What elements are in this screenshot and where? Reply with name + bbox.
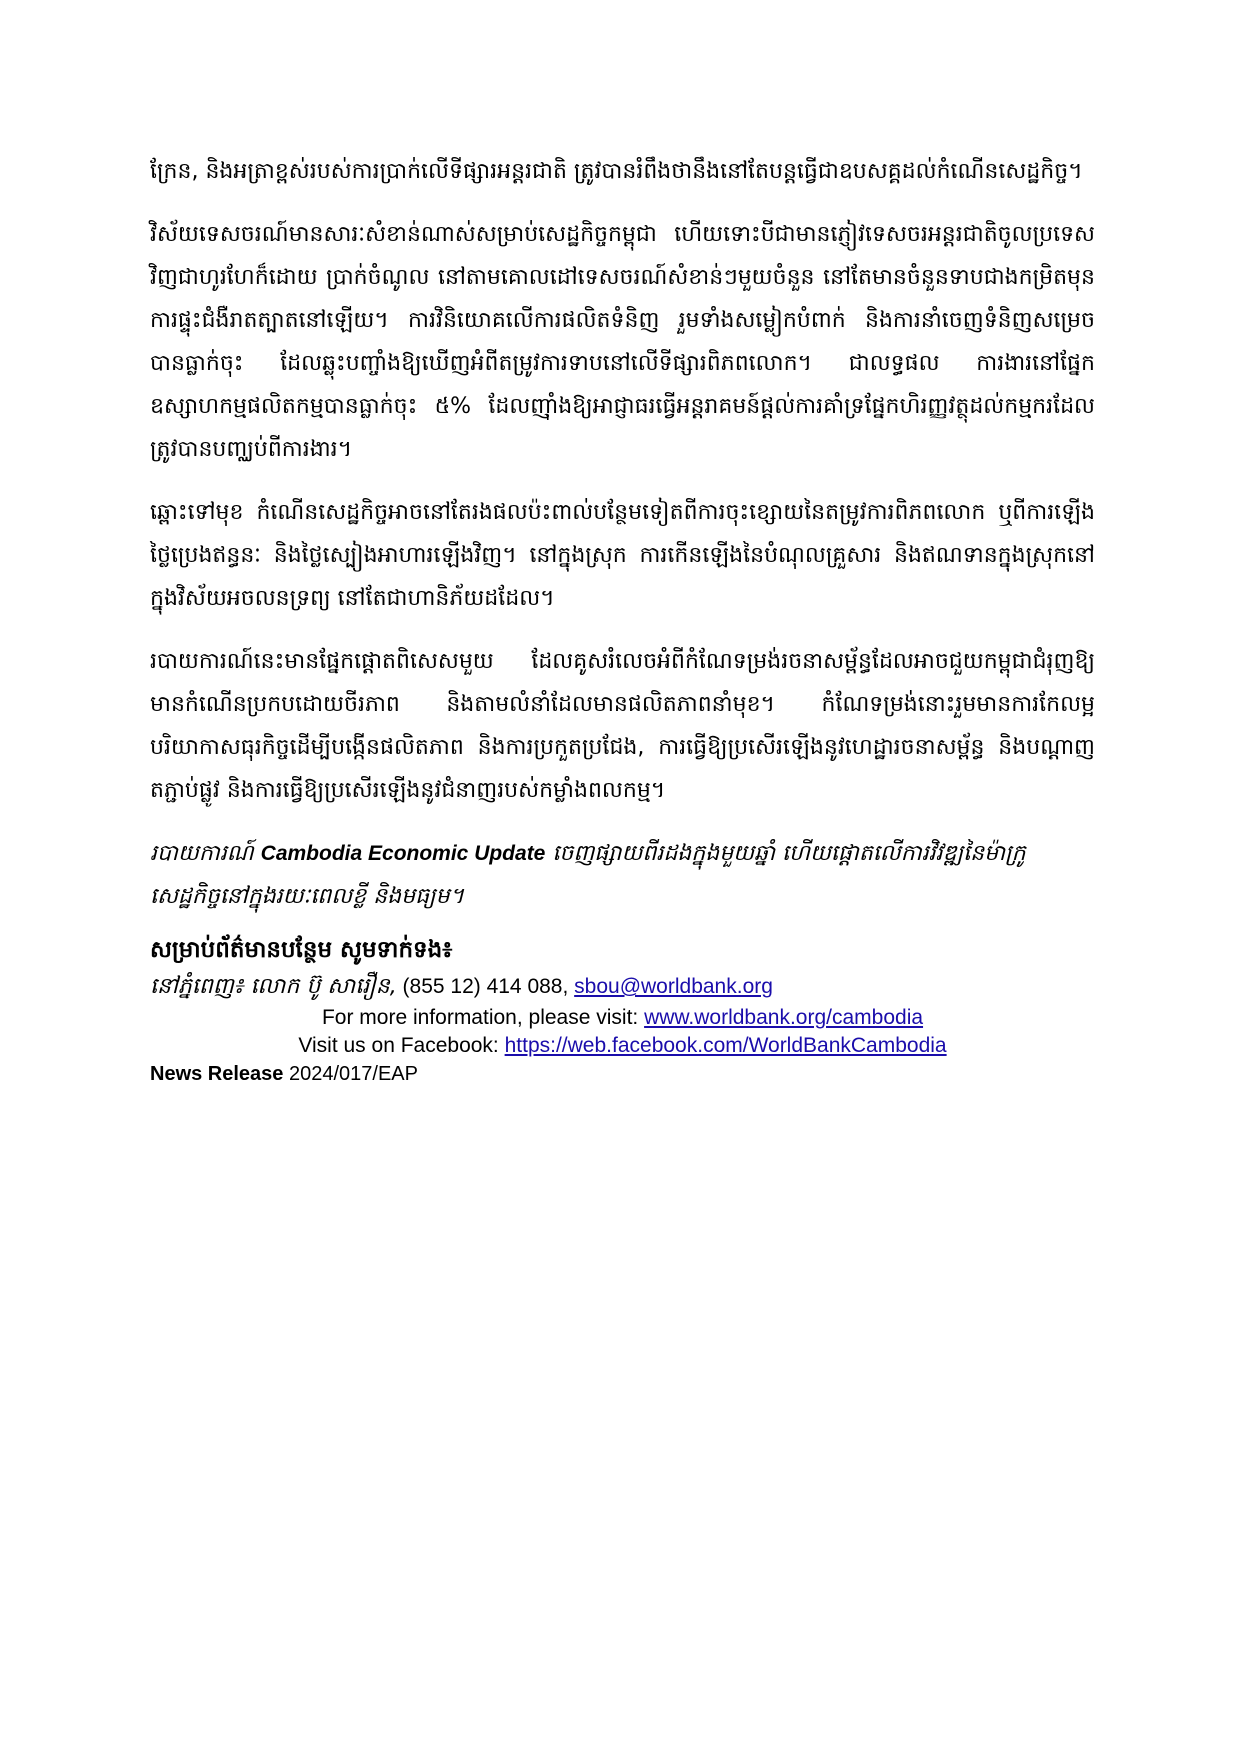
more-info-line	[150, 1004, 1095, 1032]
website-link[interactable]: www.worldbank.org/cambodia	[644, 1006, 924, 1029]
contact-heading: សម្រាប់ព័ត៌មានបន្ថែម សូមទាក់ទង៖	[150, 937, 453, 963]
facebook-link[interactable]: https://web.facebook.com/WorldBankCambodia	[504, 1034, 947, 1057]
report-note-suffix: ចេញផ្សាយពីរដងក្នុងមួយឆ្នាំ ហើយផ្តោតលើការវិវឌ្ឍនៃម៉ាក្រូសេដ្ឋកិច្ចនៅក្នុងរយៈពេលខ្លី និងមធ្យម។	[150, 841, 1026, 909]
news-release-number: 2024/017/EAP	[283, 1063, 418, 1085]
body-paragraph-1: ក្រែន, និងអត្រាខ្ពស់របស់ការប្រាក់លើទីផ្សារអន្តរជាតិ ត្រូវបានរំពឹងថានឹងនៅតែបន្តធ្វើជាឧបសគ្គដល់កំណើនសេដ្ឋកិច្ច។	[150, 159, 1083, 184]
more-info-text: For more information, please visit:	[321, 1006, 645, 1029]
body-paragraph-4: របាយការណ៍នេះមានផ្នែកផ្តោតពិសេសមួយ ដែលគូសរំលេចអំពីកំណែទម្រង់រចនាសម្ព័ន្ធដែលអាចជួយកម្ពុជាជំរុញឱ្យមានកំណើនប្រកបដោយចីរភាព និងតាមលំនាំដែលមានផលិតភាពនាំមុខ។ កំណែទម្រង់នោះរួមមានការកែលម្អបរិយាកាសធុរកិច្ចដើម្បីបង្កើនផលិតភាព និងការប្រកួតប្រជែង, ការធ្វើឱ្យប្រសើរឡើងនូវហេដ្ឋារចនាសម្ព័ន្ធ និងបណ្តាញតភ្ជាប់ផ្លូវ និងការធ្វើឱ្យប្រសើរឡើងនូវជំនាញរបស់កម្លាំងពលកម្ម។	[150, 649, 1095, 803]
report-note	[150, 832, 1095, 918]
document-page	[150, 150, 1095, 1088]
news-release-line	[150, 1060, 1095, 1088]
contact-line	[150, 970, 1095, 1004]
contact-email-link[interactable]: sbou@worldbank.org	[574, 975, 773, 998]
body-paragraph-3: ឆ្ពោះទៅមុខ កំណើនសេដ្ឋកិច្ចអាចនៅតែរងផលប៉ះពាល់បន្ថែមទៀតពីការចុះខ្សោយនៃតម្រូវការពិភពលោក ឬពីការឡើងថ្លៃប្រេងឥន្ធនៈ និងថ្លៃស្បៀងអាហារឡើងវិញ។ នៅក្នុងស្រុក ការកើនឡើងនៃបំណុលគ្រួសារ និងឥណទានក្នុងស្រុកនៅក្នុងវិស័យអចលនទ្រព្យ នៅតែជាហានិភ័យដដែល។	[150, 500, 1095, 611]
facebook-text: Visit us on Facebook:	[298, 1034, 505, 1057]
contact-person: នៅភ្នំពេញ៖ លោក ប៊ូ សារឿន,	[150, 974, 397, 999]
contact-phone: (855 12) 414 088,	[396, 975, 575, 998]
facebook-line	[150, 1032, 1095, 1060]
body-paragraph-2: វិស័យទេសចរណ៍មានសារៈសំខាន់ណាស់សម្រាប់សេដ្ឋកិច្ចកម្ពុជា ហើយទោះបីជាមានភ្ញៀវទេសចរអន្តរជាតិចូលប្រទេសវិញជាហូរហែក៏ដោយ ប្រាក់ចំណូល នៅតាមគោលដៅទេសចរណ៍សំខាន់ៗមួយចំនួន នៅតែមានចំនួនទាបជាងកម្រិតមុនការផ្ទុះជំងឺរាតត្បាតនៅឡើយ។ ការវិនិយោគលើការផលិតទំនិញ រួមទាំងសម្លៀកបំពាក់ និងការនាំចេញទំនិញសម្រេច បានធ្លាក់ចុះ ដែលឆ្លុះបញ្ចាំងឱ្យឃើញអំពីតម្រូវការទាបនៅលើទីផ្សារពិភពលោក។ ជាលទ្ធផល ការងារនៅផ្នែកឧស្សាហកម្មផលិតកម្មបានធ្លាក់ចុះ ៥% ដែលញ៉ាំងឱ្យអាជ្ញាធរធ្វើអន្តរាគមន៍ផ្តល់ការគាំទ្រផ្នែកហិរញ្ញវត្ថុដល់កម្មករដែលត្រូវបានបញ្ឈប់ពីការងារ។	[150, 222, 1095, 462]
news-release-label: News Release	[150, 1063, 284, 1085]
report-title: Cambodia Economic Update	[260, 842, 546, 865]
report-note-prefix: របាយការណ៍	[150, 841, 261, 866]
